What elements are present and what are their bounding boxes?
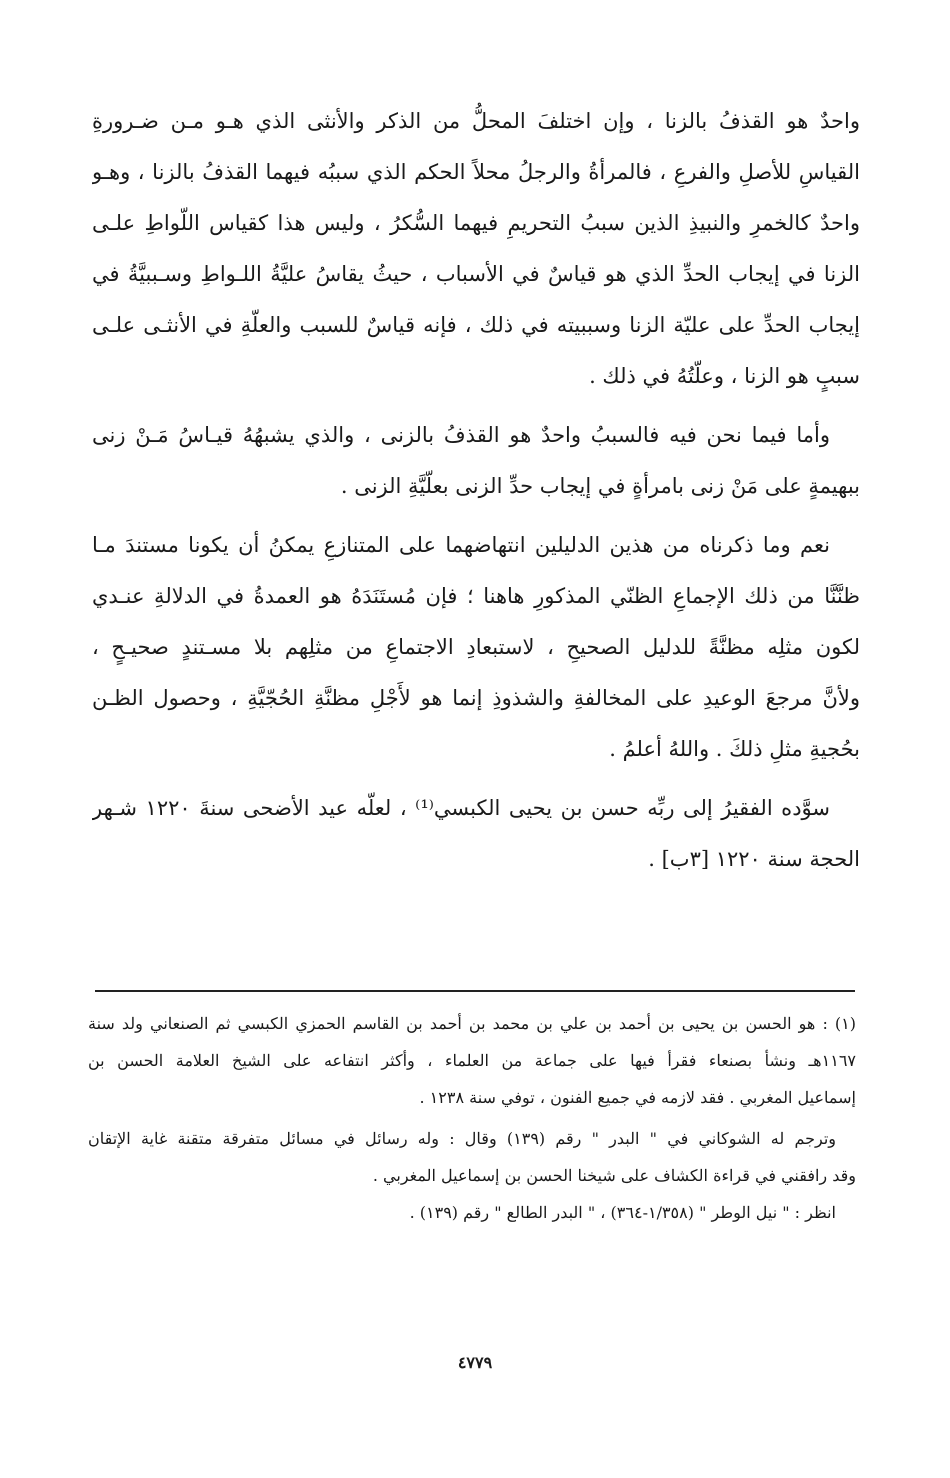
paragraph [92, 96, 860, 402]
text-line: الزنا في إيجاب الحدِّ الذي هو قياسٌ في الأسباب ، حيثُ يقاسُ عليَّةُ اللـواطِ وسـببيَّةُ في [92, 262, 860, 286]
footnote-line: انظر : " نيل الوطر " (١/٣٥٨-٣٦٤) ، " البدر الطالع " رقم (١٣٩) . [409, 1203, 836, 1222]
text-line: الحجة سنة ١٢٢٠ [٣ب] . [648, 847, 860, 871]
text-line: ظنَّنَّا من ذلك الإجماعِ الظنّي المذكورِ هاهنا ؛ فإن مُستَنَدَهُ هو العمدةُ في الدلالةِ عنـدي [92, 584, 860, 608]
paragraph [92, 783, 860, 885]
footnote-line: إسماعيل المغربي . فقد لازمه في جميع الفنون ، توفي سنة ١٢٣٨ . [419, 1088, 856, 1107]
text-line: القياسِ للأصلِ والفرعِ ، فالمرأةُ والرجلُ محلاً الحكم الذي سببُه فيهما القذفُ بالزنا ، وهـو [92, 160, 860, 184]
footnote-line: وقد رافقني في قراءة الكشاف على شيخنا الحسن بن إسماعيل المغربي . [372, 1166, 856, 1185]
text-line: سوَّده الفقيرُ إلى ربِّه حسن بن يحيى الكبسي⁽¹⁾ ، لعلّه عيد الأضحى سنةَ ١٢٢٠ شـهر [92, 796, 830, 820]
footnote-divider [95, 990, 855, 992]
footnotes [88, 1005, 856, 1231]
text-line: نعم وما ذكرناه من هذين الدليلين انتهاضهما على المتنازعِ يمكنُ أن يكونا مستندَ مـا [92, 533, 830, 557]
text-line: ولأنَّ مرجعَ الوعيدِ على المخالفةِ والشذوذِ إنما هو لأَجْلِ مظنَّةِ الحُجّيَّةِ ، وحصول الظـن [92, 686, 860, 710]
footnote-line: ١١٦٧هـ ونشأ بصنعاء فقرأ فيها على جماعة من العلماء ، وأكثر انتفاعه على الشيخ العلامة الحسن بن [88, 1051, 856, 1070]
paragraph [92, 410, 860, 512]
footnote [88, 1120, 856, 1194]
footnote-line: (١) : هو الحسن بن يحيى بن أحمد بن علي بن محمد بن أحمد بن القاسم الحمزي الكبسي ثم الصنعاني ولد سنة [88, 1014, 856, 1033]
footnote-line: وترجم له الشوكاني في " البدر " رقم (١٣٩) وقال : وله رسائل في مسائل متفرقة متقنة غاية الإتقان [88, 1129, 837, 1148]
text-line: وأما فيما نحن فيه فالسببُ واحدٌ هو القذفُ بالزنى ، والذي يشبهُهُ قيـاسُ مَـنْ زنى [92, 423, 830, 447]
main-text [92, 96, 860, 885]
footnote [88, 1005, 856, 1116]
paragraph [92, 520, 860, 775]
page-number: ٤٧٧٩ [457, 1353, 493, 1372]
text-line: لكون مثلِه مظنَّةً للدليل الصحيحِ ، لاستبعادِ الاجتماعِ من مثلِهم بلا مسـتندٍ صحيـحٍ ، [92, 635, 860, 659]
text-line: ببهيمةٍ على مَنْ زنى بامرأةٍ في إيجاب حدِّ الزنى بعلّيَّةِ الزنى . [340, 474, 860, 498]
text-line: إيجاب الحدِّ على عليّة الزنا وسببيته في ذلك ، فإنه قياسٌ للسبب والعلّةِ في الأنثـى علـى [92, 313, 860, 337]
footnote [88, 1194, 856, 1231]
text-line: بحُجيةِ مثلِ ذلكَ . واللهُ أعلمُ . [609, 737, 860, 761]
text-line: واحدٌ هو القذفُ بالزنا ، وإن اختلفَ المحلُّ من الذكر والأنثى الذي هـو مـن ضـرورةِ [92, 109, 860, 133]
text-line: سببٍ هو الزنا ، وعلّتُهُ في ذلك . [589, 364, 860, 388]
text-line: واحدٌ كالخمرِ والنبيذِ الذين سببُ التحريمِ فيهما السُّكرُ ، وليس هذا كقياس اللّواطِ علـى [92, 211, 860, 235]
